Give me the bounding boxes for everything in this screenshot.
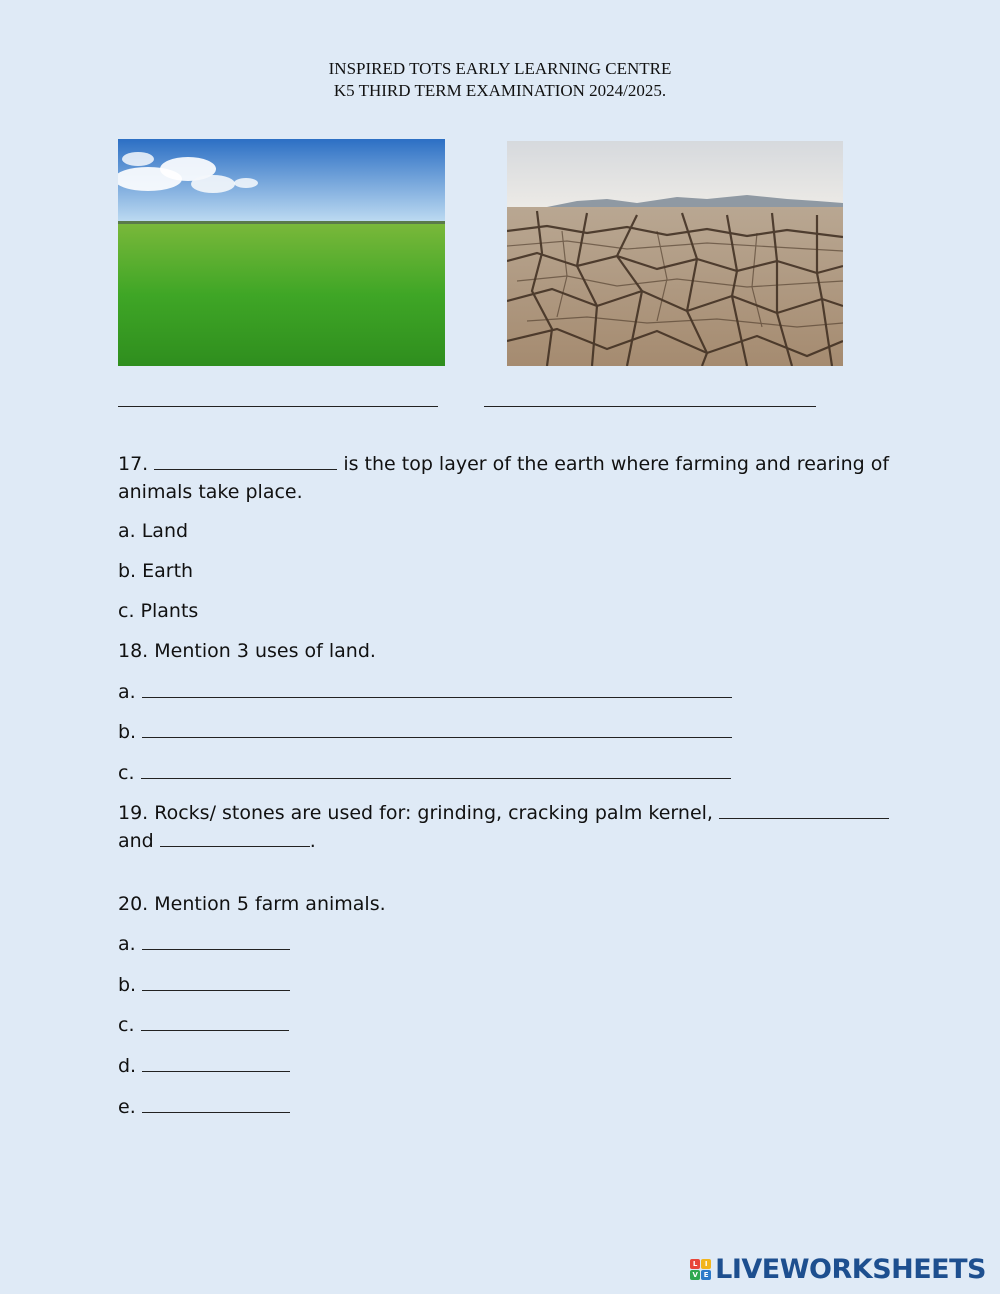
q18-blank-b[interactable] [142, 719, 732, 738]
q17-answer-blank[interactable] [154, 451, 337, 470]
q20-question: 20. Mention 5 farm animals. [118, 893, 386, 915]
q17-line1 [118, 450, 889, 478]
liveworksheets-logo-icon [690, 1259, 711, 1280]
q18-label-c: c. [118, 762, 135, 784]
q20-blank-c[interactable] [141, 1012, 289, 1031]
q19-blank-1[interactable] [719, 800, 889, 819]
q20-blank-d[interactable] [142, 1053, 290, 1072]
q18-question: 18. Mention 3 uses of land. [118, 640, 376, 662]
q20-label-d: d. [118, 1055, 137, 1077]
logo-letter-i: I [701, 1259, 711, 1269]
q18-answer-b [118, 718, 732, 746]
q19-text: 19. Rocks/ stones are used for: grinding, cracking palm kernel, [118, 802, 713, 824]
q17-option-c[interactable]: c. Plants [118, 600, 199, 622]
school-name: INSPIRED TOTS EARLY LEARNING CENTRE [328, 59, 672, 78]
green-grass-field-photo [118, 139, 445, 366]
q18-blank-a[interactable] [142, 679, 732, 698]
q18-answer-c [118, 759, 731, 787]
q18-label-b: b. [118, 721, 137, 743]
q20-label-b: b. [118, 974, 137, 996]
logo-letter-e: E [701, 1270, 711, 1280]
image1-answer-line[interactable] [118, 406, 438, 407]
q17-option-a[interactable]: a. Land [118, 520, 189, 542]
q20-answer-c [118, 1011, 289, 1039]
q20-label-c: c. [118, 1014, 135, 1036]
q20-blank-a[interactable] [142, 931, 290, 950]
q20-label-a: a. [118, 933, 136, 955]
q19-and: and [118, 830, 154, 852]
q17-option-b[interactable]: b. Earth [118, 560, 194, 582]
q20-label-e: e. [118, 1096, 136, 1118]
q20-blank-b[interactable] [142, 972, 290, 991]
exam-header [0, 58, 1000, 102]
q18-blank-c[interactable] [141, 760, 731, 779]
logo-letter-l: L [690, 1259, 700, 1269]
exam-title: K5 THIRD TERM EXAMINATION 2024/2025. [333, 81, 667, 100]
q19-line1 [118, 799, 889, 827]
q19-line2 [118, 827, 316, 855]
logo-letter-v: V [690, 1270, 700, 1280]
q19-end: . [309, 830, 316, 852]
q17-number: 17. [118, 453, 149, 475]
q18-answer-a [118, 678, 732, 706]
q17-line2: animals take place. [118, 481, 303, 503]
q17-text: is the top layer of the earth where farming and rearing of [343, 453, 890, 475]
q20-answer-e [118, 1093, 290, 1121]
q20-answer-a [118, 930, 290, 958]
image2-answer-line[interactable] [484, 406, 816, 407]
liveworksheets-logo-text: LIVEWORKSHEETS [715, 1253, 986, 1285]
q18-label-a: a. [118, 681, 136, 703]
liveworksheets-logo[interactable] [690, 1252, 986, 1286]
q20-blank-e[interactable] [142, 1094, 290, 1113]
q19-blank-2[interactable] [160, 828, 310, 847]
dry-cracked-land-photo [507, 141, 843, 366]
q20-answer-d [118, 1052, 290, 1080]
q20-answer-b [118, 971, 290, 999]
